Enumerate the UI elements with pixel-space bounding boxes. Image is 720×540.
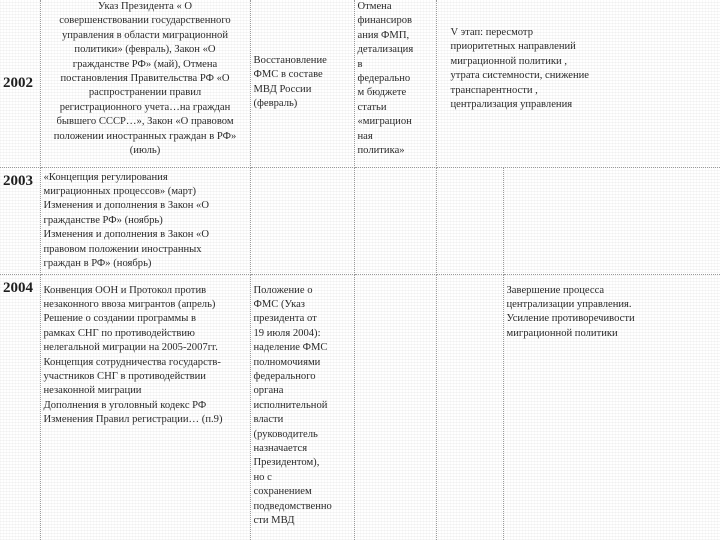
year-cell (0, 0, 40, 167)
law-line: политики» (февраль), Закон «О (74, 44, 216, 56)
finance-line: «миграцион (357, 116, 412, 128)
law-line: Концепция сотрудничества государств- (43, 356, 221, 368)
structure-line: исполнительной (253, 399, 328, 411)
structure-line: сохранением (253, 486, 312, 498)
direction-cell (503, 167, 720, 274)
direction-line: миграционной политики (506, 327, 618, 339)
structure-line: (февраль) (253, 98, 298, 110)
law-line: гражданстве РФ» (май), Отмена (72, 58, 218, 70)
finance-line: ания ФМП, (357, 29, 410, 41)
law-line: рамках СНГ по противодействию (43, 327, 195, 339)
direction-line: миграционной политики , (450, 55, 568, 67)
year-cell (0, 274, 40, 540)
structure-line: полномочиями (253, 356, 321, 368)
law-line: правовом положении иностранных (43, 243, 202, 255)
law-line: Указ Президента « О (97, 1, 193, 12)
finance-line: в (357, 58, 363, 70)
year-cell (0, 167, 40, 274)
law-line: миграционных процессов» (март) (43, 185, 196, 197)
structure-line: МВД России (253, 83, 312, 95)
structure-line: органа (253, 385, 284, 397)
law-line: управления в области миграционной (61, 29, 229, 41)
direction-line: Усиление противоречивости (506, 313, 635, 325)
laws-cell (40, 167, 250, 274)
law-line: Изменения и дополнения в Закон «О (43, 229, 210, 241)
structure-line: федерального (253, 370, 316, 382)
structure-line: Президентом), (253, 457, 320, 469)
direction-line: централизации управления. (506, 298, 632, 310)
law-line: положении иностранных граждан в РФ» (53, 130, 237, 142)
structure-line: сти МВД (253, 515, 295, 526)
structure-line: президента от (253, 313, 317, 325)
finance-line: политика» (357, 145, 405, 157)
law-line: распространении правил (88, 87, 202, 99)
year-label: 2004 (3, 279, 33, 296)
law-line: регистрационного учета…на граждан (59, 101, 231, 113)
structure-cell (250, 167, 354, 274)
direction-line: транспарентности , (450, 84, 538, 96)
direction-cell (436, 0, 720, 167)
table-row-2003 (0, 167, 720, 274)
finance-cell (354, 167, 436, 274)
table-row-2004 (0, 274, 720, 540)
structure-line: наделение ФМС (253, 342, 328, 354)
structure-line: но с (253, 471, 272, 483)
finance-cell (354, 0, 436, 167)
structure-line: власти (253, 414, 284, 426)
finance-line: статьи (357, 101, 387, 113)
law-line: (июль) (129, 145, 161, 157)
law-line: Изменения и дополнения в Закон «О (43, 200, 210, 212)
structure-line: Восстановление (253, 55, 327, 66)
finance-line: финансиров (357, 15, 413, 27)
empty-cell (436, 167, 503, 274)
structure-line: Положение о (253, 284, 313, 296)
structure-cell (250, 0, 354, 167)
law-line: незаконной миграции (43, 385, 142, 397)
finance-line: ная (357, 130, 373, 142)
structure-line: (руководитель (253, 428, 318, 440)
structure-line: назначается (253, 442, 308, 454)
direction-line: утрата системности, снижение (450, 70, 589, 82)
law-line: незаконного ввоза мигрантов (апрель) (43, 298, 216, 310)
structure-line: ФМС в составе (253, 69, 323, 81)
law-line: совершенствовании государственного (59, 15, 231, 27)
direction-line: приоритетных направлений (450, 41, 576, 53)
law-line: Дополнения в уголовный кодекс РФ (43, 399, 207, 411)
structure-line: подведомственно (253, 500, 332, 512)
law-line: бывшего СССР…», Закон «О правовом (56, 116, 234, 128)
table-row-2002 (0, 0, 720, 167)
direction-cell (503, 274, 720, 540)
finance-cell (354, 274, 436, 540)
law-line: постановления Правительства РФ «О (60, 73, 230, 85)
direction-line: Завершение процесса (506, 284, 605, 296)
law-line: участников СНГ в противодействии (43, 370, 206, 382)
finance-line: Отмена (357, 1, 392, 12)
year-label: 2002 (3, 75, 33, 92)
finance-line: федерально (357, 73, 411, 85)
structure-cell (250, 274, 354, 540)
year-label: 2003 (3, 172, 33, 189)
law-line: гражданстве РФ» (ноябрь) (43, 214, 163, 226)
empty-cell (436, 274, 503, 540)
laws-cell (40, 0, 250, 167)
finance-line: детализация (357, 44, 414, 56)
direction-line: централизация управления (450, 99, 573, 111)
structure-line: 19 июля 2004): (253, 327, 321, 339)
direction-line: V этап: пересмотр (450, 27, 533, 38)
structure-line: ФМС (Указ (253, 298, 305, 310)
laws-cell (40, 274, 250, 540)
finance-line: м бюджете (357, 87, 407, 99)
law-line: нелегальной миграции на 2005-2007гг. (43, 342, 218, 354)
law-line: Решение о создании программы в (43, 313, 196, 325)
law-line: граждан в РФ» (ноябрь) (43, 257, 152, 269)
law-line: Конвенция ООН и Протокол против (43, 284, 207, 296)
law-line: Изменения Правил регистрации… (п.9) (43, 414, 223, 426)
law-line: «Концепция регулирования (43, 171, 168, 183)
